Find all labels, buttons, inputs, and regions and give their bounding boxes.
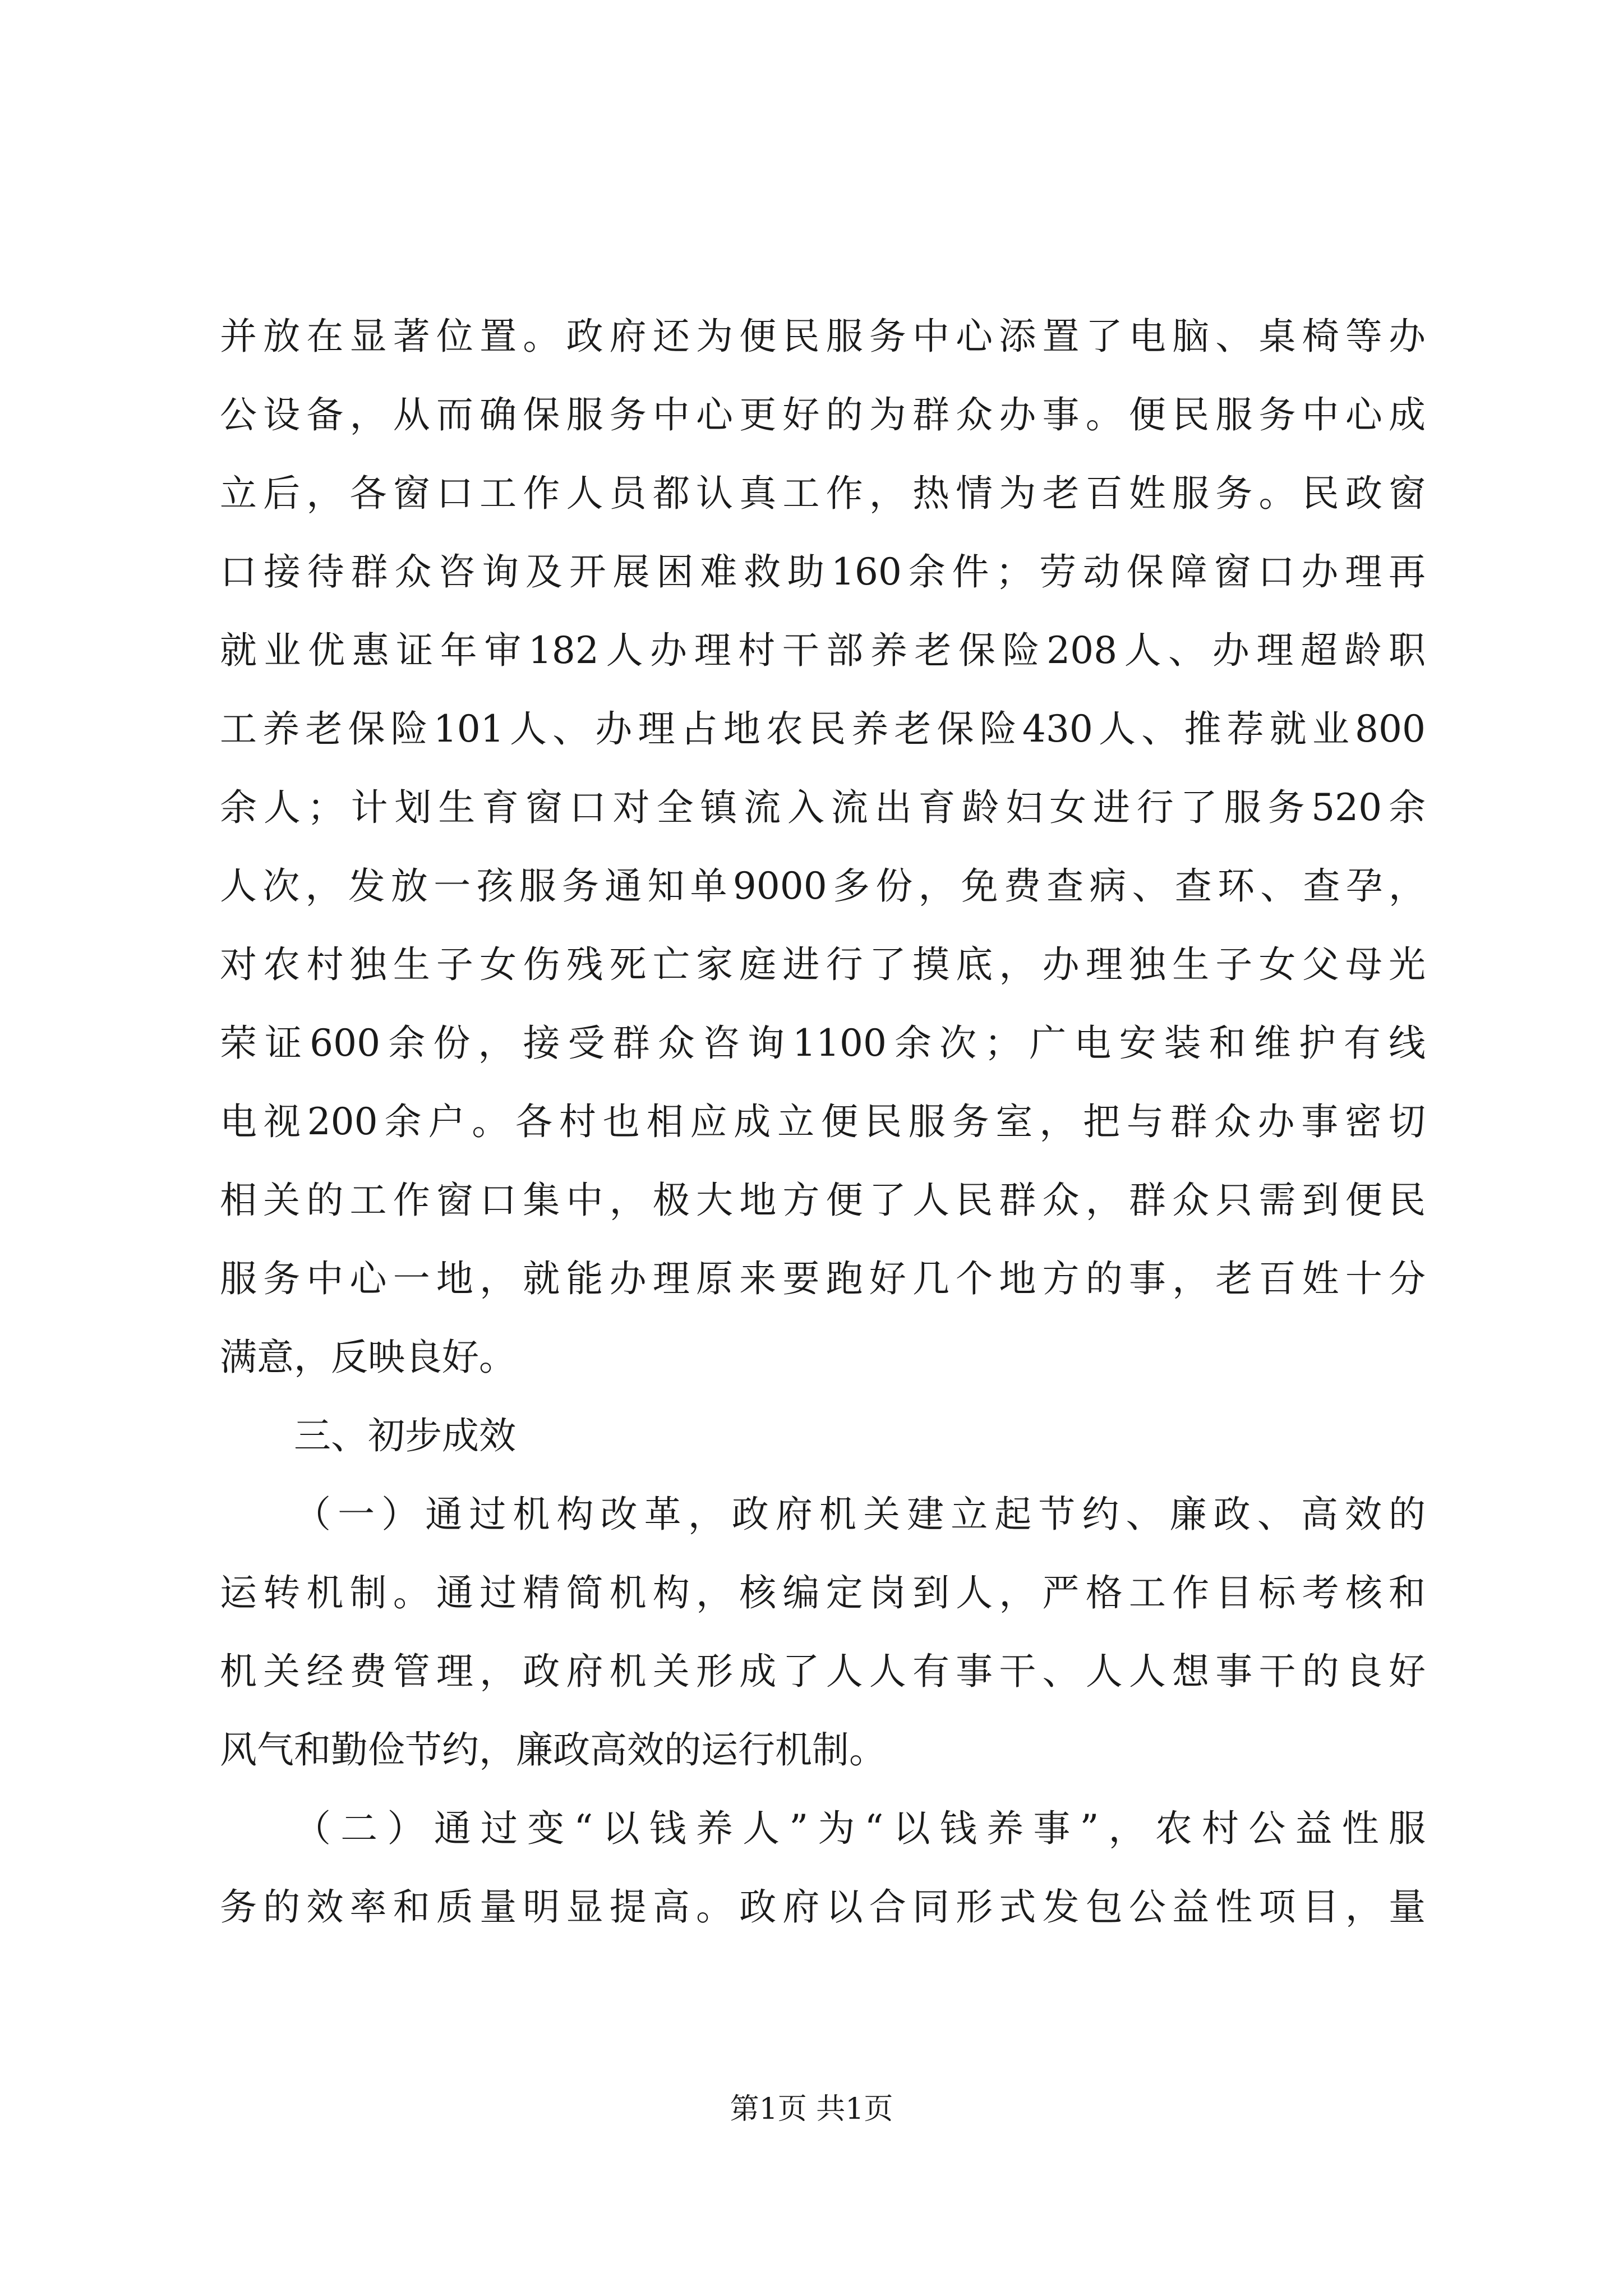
paragraph-line: 服务中心一地，就能办理原来要跑好几个地方的事，老百姓十分: [220, 1257, 1426, 1300]
paragraph-line: 公设备，从而确保服务中心更好的为群众办事。便民服务中心成: [220, 393, 1426, 436]
paragraph-line: 满意，反映良好。: [220, 1336, 516, 1379]
paragraph-line: 工养老保险101人、办理占地农民养老保险430人、推荐就业800: [220, 707, 1426, 751]
paragraph-line: 人次，发放一孩服务通知单9000多份，免费查病、查环、查孕，: [220, 864, 1426, 908]
paragraph-line: 务的效率和质量明显提高。政府以合同形式发包公益性项目，量: [220, 1885, 1426, 1929]
section-heading: 三、初步成效: [294, 1414, 516, 1457]
page-number-footer: 第1页 共1页: [730, 2092, 893, 2126]
paragraph-line: 荣证600余份，接受群众咨询1100余次；广电安装和维护有线: [220, 1022, 1426, 1065]
paragraph-line: 并放在显著位置。政府还为便民服务中心添置了电脑、桌椅等办: [220, 315, 1426, 358]
paragraph-line: 余人；计划生育窗口对全镇流入流出育龄妇女进行了服务520余: [220, 786, 1426, 829]
paragraph-line: 电视200余户。各村也相应成立便民服务室，把与群众办事密切: [220, 1100, 1426, 1143]
document-body: [220, 297, 1426, 1947]
paragraph-line: 对农村独生子女伤残死亡家庭进行了摸底，办理独生子女父母光: [220, 943, 1426, 986]
paragraph-line: 相关的工作窗口集中，极大地方便了人民群众，群众只需到便民: [220, 1179, 1426, 1222]
paragraph-line: 机关经费管理，政府机关形成了人人有事干、人人想事干的良好: [220, 1650, 1426, 1693]
paragraph-line: 口接待群众咨询及开展困难救助160余件；劳动保障窗口办理再: [220, 550, 1426, 593]
paragraph-line: 运转机制。通过精简机构，核编定岗到人，严格工作目标考核和: [220, 1571, 1426, 1614]
paragraph-line: 立后，各窗口工作人员都认真工作，热情为老百姓服务。民政窗: [220, 472, 1426, 515]
paragraph-line: 风气和勤俭节约，廉政高效的运行机制。: [220, 1728, 886, 1772]
paragraph-line: （二）通过变“以钱养人”为“以钱养事”，农村公益性服: [294, 1807, 1426, 1850]
paragraph-line: 就业优惠证年审182人办理村干部养老保险208人、办理超龄职: [220, 629, 1426, 672]
paragraph-line: （一）通过机构改革，政府机关建立起节约、廉政、高效的: [294, 1493, 1426, 1536]
